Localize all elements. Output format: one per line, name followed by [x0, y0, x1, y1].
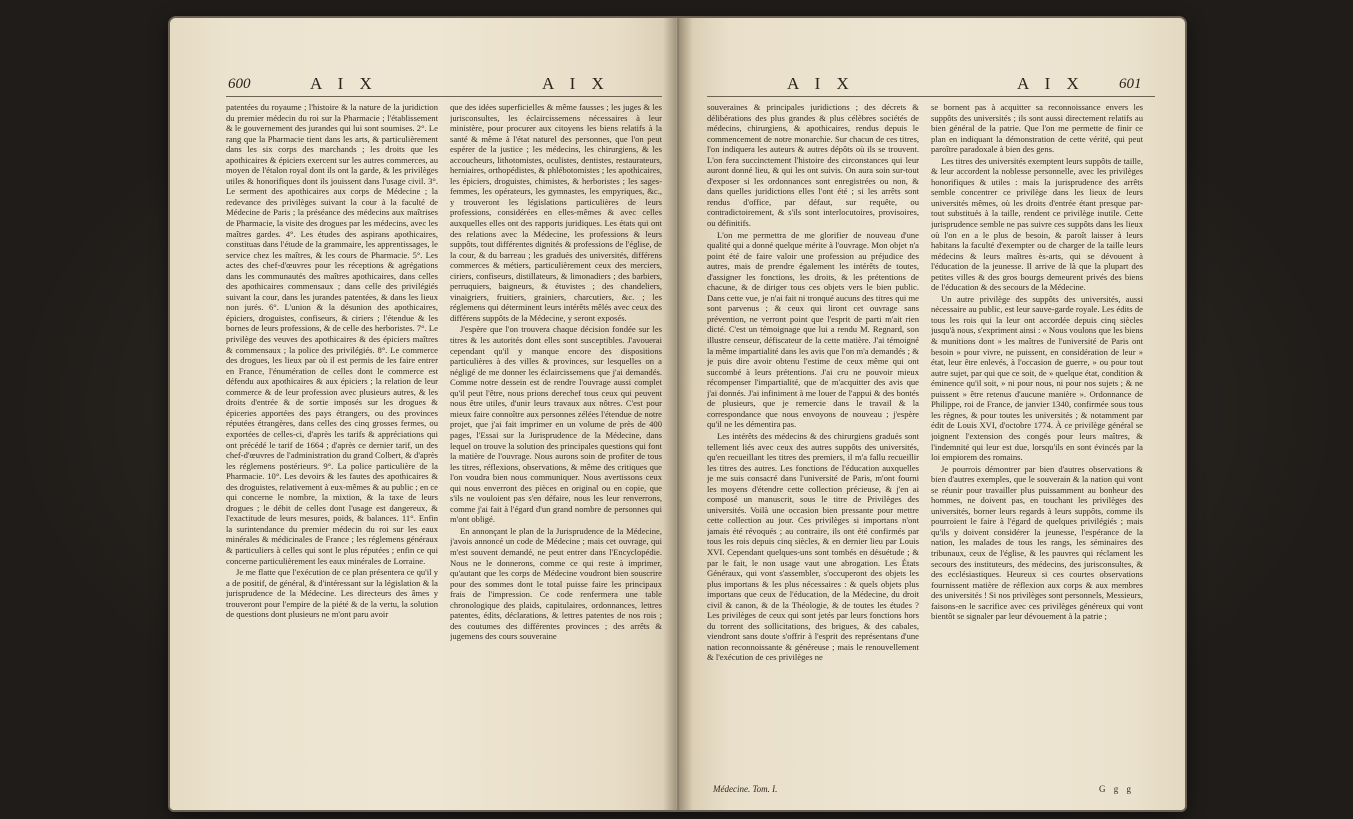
open-book — [170, 18, 1185, 810]
paragraph: Un autre privilège des suppôts des universités, aussi nécessaire au public, est leur sauve-garde royale. Les édits de tous les rois qui la leur ont accordée depuis cinq siècles jusqu'à nous, s'expriment ainsi : « Nous voulons que les biens & munitions dont » les maîtres de l'université de Paris ont besoin » pour vivre, ne puissent, en considération de leur » état, leur être enlevés, à l'occasion de guerre, » ou pour tout autre sujet, par qui que ce soit, de » quelque état, condition & éminence qu'il soit, » ni pour nous, ni pour nos sujets ; & ne puissent » être retenus d'aucune manière ». Ordonnance de Philippe, roi de France, de janvier 1340, confirmée sous tous les règnes, & pour toutes les universités ; & notamment par édit de Louis XVI, d'octobre 1774. À ce privilège général se joignent l'extension des congés pour leurs maîtres, & l'indemnité qui leur est due, lorsqu'ils en sont évincés par la loi empiorem des romains. — [931, 293, 1143, 463]
right-column-1 — [707, 102, 919, 792]
left-head-rule — [226, 96, 662, 97]
left-page-number: 600 — [228, 76, 251, 92]
right-page — [679, 18, 1185, 810]
volume-signature: Médecine. Tom. I. — [713, 784, 778, 794]
right-page-number: 601 — [1119, 76, 1142, 92]
right-column-2 — [931, 102, 1143, 792]
book-gutter — [663, 18, 693, 810]
paragraph: En annonçant le plan de la Jurisprudence de la Médecine, j'avois annoncé un code de Médecine ; mais cet ouvrage, qui m'est souvent demandé, ne peut entrer dans l'Encyclopédie. Nous ne le donnerons, comme ce qui reste à imprimer, qu'autant que les corps de Médecine voudront bien souscrire pour des sommes dont le total puisse faire les principaux frais de l'impression. Ce code renfermera une table chronologique des plaids, capitulaires, ordonnances, lettres patentes, édits, déclarations, & lettres patentes de nos rois ; des coutumes des différentes provinces ; des arrêts & jugemens des cours souveraine — [450, 525, 662, 642]
right-running-head-2: A I X — [1017, 74, 1085, 93]
gathering-signature: G g g — [1099, 784, 1134, 794]
left-running-head-1: A I X — [310, 74, 378, 93]
paragraph: Les titres des universités exemptent leurs suppôts de taille, & leur accordent la noblesse personnelle, avec les privilèges honorifiques & utiles : mais la jurisprudence des arrêts semble concentrer ce privilège dans les lieux de leurs universités mêmes, où les droits d'entrée étant presque par-tout substitués à la taille, rendent ce privilège inutile. Cette jurisprudence semble ne pas suivre ces suppôts dans les lieux où l'on en a le plus de besoin, & paroît laisser à leurs habitans la faculté d'exempter ou de charger de la taille leurs médecins & leurs maîtres ès-arts, qui se dévouent à l'éducation de la jeunesse. Il arrive de là que la plupart des petites villes & des gros bourgs demeurent privés des biens de l'éducation & des secours de la Médecine. — [931, 155, 1143, 293]
left-column-1 — [226, 102, 438, 792]
left-column-2 — [450, 102, 662, 792]
left-columns — [226, 102, 662, 792]
paragraph: se bornent pas à acquitter sa reconnoissance envers les suppôts des universités ; ils sont aussi directement relatifs au bien général de la patrie. Que l'on me permette de finir ce plan en indiquant la démonstration de cette vérité, qui peut paroître paradoxale à bien des gens. — [931, 102, 1143, 155]
paragraph: que des idées superficielles & même fausses ; les juges & les jurisconsultes, les éclaircissemens nécessaires à leur ministère, pour procurer aux citoyens les biens relatifs à la santé & même à l'état naturel des personnes, que l'on peut espérer de la justice ; les médecins, les chirurgiens, & les accoucheurs, lithotomistes, oculistes, dentistes, restaurateurs, herniaires, orthopédistes, & phlébotomistes ; les apothicaires, les épiciers, droguistes, chimistes, & herboristes ; les sages-femmes, les opérateurs, les gymnastes, les empyriques, &c., y trouveront les législations particulières de leurs professions, considérées en elles-mêmes & avec celles auxquelles elles ont des rapports juridiques. Les états qui ont des relations avec la Médecine, les professions & leurs suppôts, tout différentes dignités & professions de l'église, de la cour, & du barreau ; les gradués des universités, différens commerces & métiers, particulièrement ceux des merciers, ciriers, confiseurs, distillateurs, & limonadiers ; des barbiers, perruquiers, baigneurs, & étuvistes ; des chandeliers, vinaigriers, fruitiers, grainiers, charcutiers, &c. ; les réglemens qui déterminent leurs intérêts mêlés avec ceux des différens suppôts de la Médecine, y seront exposés. — [450, 102, 662, 323]
paragraph: J'espère que l'on trouvera chaque décision fondée sur les titres & les autorités dont elles sont susceptibles. J'avouerai cependant qu'il y manque encore des dispositions particulières à des villes & provinces, sur lesquelles on a négligé de me donner les éclaircissemens que j'ai demandés. Comme notre dessein est de rendre l'ouvrage aussi complet qu'il peut l'être, nous prions derechef tous ceux qui peuvent nous être utiles, d'unir leurs travaux aux nôtres. C'est pour mieux faire connoître aux personnes zélées l'étendue de notre projet, que j'ai fait imprimer en un volume de près de 400 pages, l'Essai sur la Jurisprudence de la Médecine, dans lequel on trouve la solution des principales questions qui font la matière de l'ouvrage. Nous aurons soin de profiter de tous les titres, réflexions, observations, & même des critiques que l'on voudra bien nous communiquer. Nous avertissons ceux qui nous enverront des pièces en original ou en copie, que s'ils ne vouloient pas s'en défaire, nous les leur renverrons, comme j'ai fait à l'égard d'un grand nombre de personnes qui m'ont obligé. — [450, 324, 662, 525]
paragraph: Les intérêts des médecins & des chirurgiens gradués sont tellement liés avec ceux des autres suppôts des universités, qu'en recueillant les titres des premiers, il m'a fallu recueillir les titres des autres. Les fonctions de l'éducation auxquelles je me suis consacré dans l'université de Paris, m'ont fourni les moyens d'étendre cette collection précieuse, & j'en ai composé un manuscrit, sous le titre de Privilèges des universités. Voilà une occasion bien pressante pour mettre cette collection au jour. Ces privilèges si importans n'ont jamais été révoqués ; au contraire, ils ont été confirmés par tous les rois depuis cinq siècles, & en dernier lieu par Louis XVI. Cependant quelques-uns sont tombés en désuétude ; & par le fait, le non usage vaut une abrogation. Les États Généraux, qui vont s'assembler, s'occuperont des objets les plus importans & les plus nécessaires : & quels objets plus importans que ceux de l'éducation, de la Médecine, du droit civil & canon, & de la Théologie, & de toutes les études ? Les privilèges de ceux qui sont jetés par leurs fonctions hors du torrent des sollicitations, des brigues, & des cabales, viendront sans doute s'offrir à l'esprit des représentans d'une nation reconnoissante & généreuse ; mais le renouvellement & l'exécution de ces privilèges ne — [707, 430, 919, 663]
left-running-head-2: A I X — [542, 74, 610, 93]
paragraph: souveraines & principales juridictions ; des décrets & délibérations des plus grandes & plus célèbres sociétés de médecins, chirurgiens, & apothicaires, rendus depuis le commencement de notre monarchie. Sur chacun de ces titres, l'on indiquera les auteurs & autres dépôts où ils se trouvent. L'on fera succinctement l'histoire des circonstances qui leur auront donné lieu, & qui les ont suivis. On aura soin sur-tout d'exposer si les ordonnances sont enregistrées ou non, & dans quelles juridictions elles l'ont été ; si les arrêts sont rendus d'office, par défaut, sur requête, ou contradictoirement, & s'ils sont interlocutoires, provisoires, ou définitifs. — [707, 102, 919, 229]
paragraph: patentées du royaume ; l'histoire & la nature de la juridiction du premier médecin du roi sur la Pharmacie ; l'établissement & le gouvernement des jurandes qui lui sont soumises. 2°. Le rang que la Pharmacie tient dans les arts, & particulièrement dans les six corps des marchands ; les droits que les apothicaires & épiciers exercent sur les autres commerces, au moyen de l'étalon royal dont ils ont la garde, & les privilèges utiles & honorifiques dont ils jouissent dans l'usage civil. 3°. Le serment des apothicaires aux corps de Médecine ; la redevance des privilèges suivant la cour à la faculté de Médecine de Paris ; la préséance des médecins aux maîtrises de Pharmacie, la visite des drogues par les médecins, avec les maîtres gardes. 4°. Les études des aspirans apothicaires, constituas dans l'étude de la grammaire, les apprentissages, le service chez les maîtres, & les cours de Pharmacie. 5°. Les actes des chef-d'œuvres pour les réceptions & agrégations dans les communautés des maîtres apothicaires, dans celles des apothicaires commensaux ; dans celle des privilégiés suivant la cour, dans les jurandes patentées, & dans les lieux non jurés. 6°. L'union & la désunion des apothicaires, épiciers, droguistes, confiseurs, & ciriers ; l'étendue & les bornes de leurs professions, & de celle des herboristes. 7°. Le privilège des veuves des apothicaires & des épiciers maîtres & commensaux ; la police des privilégiés. 8°. Le commerce des drogues, les lieux par où il est permis de les faire entrer en France, l'énumération de celles dont le commerce est défendu aux apothicaires & aux épiciers ; la relation de leur commerce & de leur profession avec plusieurs autres, & les droits d'entrée & de sortie imposés sur les drogues & épiceries apportées des pays étrangers, ou des provinces réputées étrangères, dans celles des cinq grosses fermes, ou exportées de celles-ci, d'après les tarifs & appréciations qui ont précédé le tarif de 1664 ; d'après ce dernier tarif, un des chef-d'œuvres de l'administration du grand Colbert, & d'après les réglemens postérieurs. 9°. La police particulière de la Pharmacie. 10°. Les devoirs & les fautes des apothicaires & des droguistes, relativement à eux-mêmes & au public ; en ce qui concerne le nombre, la mixtion, & la taxe de leurs drogues ; le débit de celles dont l'usage est dangereux, & l'exactitude de leurs mesures, poids, & balances. 11°. Enfin la surintendance du premier médecin du roi sur les eaux minérales & médicinales de France ; les réglemens généraux & particuliers à celles qui sont le plus réputées ; enfin ce qui concerne particulièrement les eaux minérales de Lorraine. — [226, 102, 438, 566]
right-head-rule — [707, 96, 1155, 97]
left-page — [170, 18, 676, 810]
right-columns — [707, 102, 1143, 792]
paragraph: Je pourrois démontrer par bien d'autres observations & bien d'autres exemples, que le souverain & la nation qui vont se réunir pour travailler plus puissamment au bonheur des hommes, ne doivent pas, en touchant les privilèges des universités, borner leurs regards à leurs suppôts, comme ils pourroient le faire à l'égard de quelques privilégiés ; mais qu'ils y doivent considérer la jeunesse, l'espérance de la nation, les malades de tous les rangs, les séminaires des tribunaux, ceux de l'église, & les pauvres qui réclament les secours des instituteurs, des médecins, des jurisconsultes, & des ecclésiastiques. Heureux si ces courtes observations fournissent matière de réflexion aux corps & aux membres des universités ! Si nos privilèges sont personnels, Messieurs, faisons-en le sacrifice avec ces privilèges généreux qui vont bientôt se signaler par leur dévouement à la patrie ; — [931, 463, 1143, 622]
paragraph: L'on me permettra de me glorifier de nouveau d'une qualité qui a donné quelque mérite à l'ouvrage. Mon objet n'a point été de faire valoir une profession au préjudice des autres, mais de prendre également les intérêts de toutes, d'assigner les fonctions, les droits, & les prétentions de chacune, & de diriger tous ces objets vers le bien public. Dans cette vue, je n'ai fait ni tronqué aucuns des titres qui me sont parvenus ; & ceux qui liront cet ouvrage sans prévention, ne verront point que l'esprit de parti m'ait rien dicté. C'est un témoignage que lui a rendu M. Regnard, son illustre censeur, défiscateur de la cette matière. J'ai témoigné la même impartialité dans les avis que l'on m'a demandés ; & je puis dire avoir obtenu l'estime de ceux même qui ont succombé à leurs prétentions. J'ai cru ne pouvoir mieux récompenser l'impartialité, que de m'acquitter des avis que j'ai donnés. J'ai infiniment à me louer de l'appui & des bontés de plusieurs, que je remercie dans le travail & la correspondance que nous envoyons de nouveau ; j'espère qu'il ne les démentira pas. — [707, 229, 919, 430]
right-running-head-1: A I X — [787, 74, 855, 93]
paragraph: Je me flatte que l'exécution de ce plan présentera ce qu'il y a de positif, de général, & d'intéressant sur la législation & la jurisprudence de la Médecine. Les directeurs des âmes y trouveront pour l'empire de la piété & de la vertu, la solution de questions dont plusieurs ne m'ont paru avoir — [226, 567, 438, 620]
